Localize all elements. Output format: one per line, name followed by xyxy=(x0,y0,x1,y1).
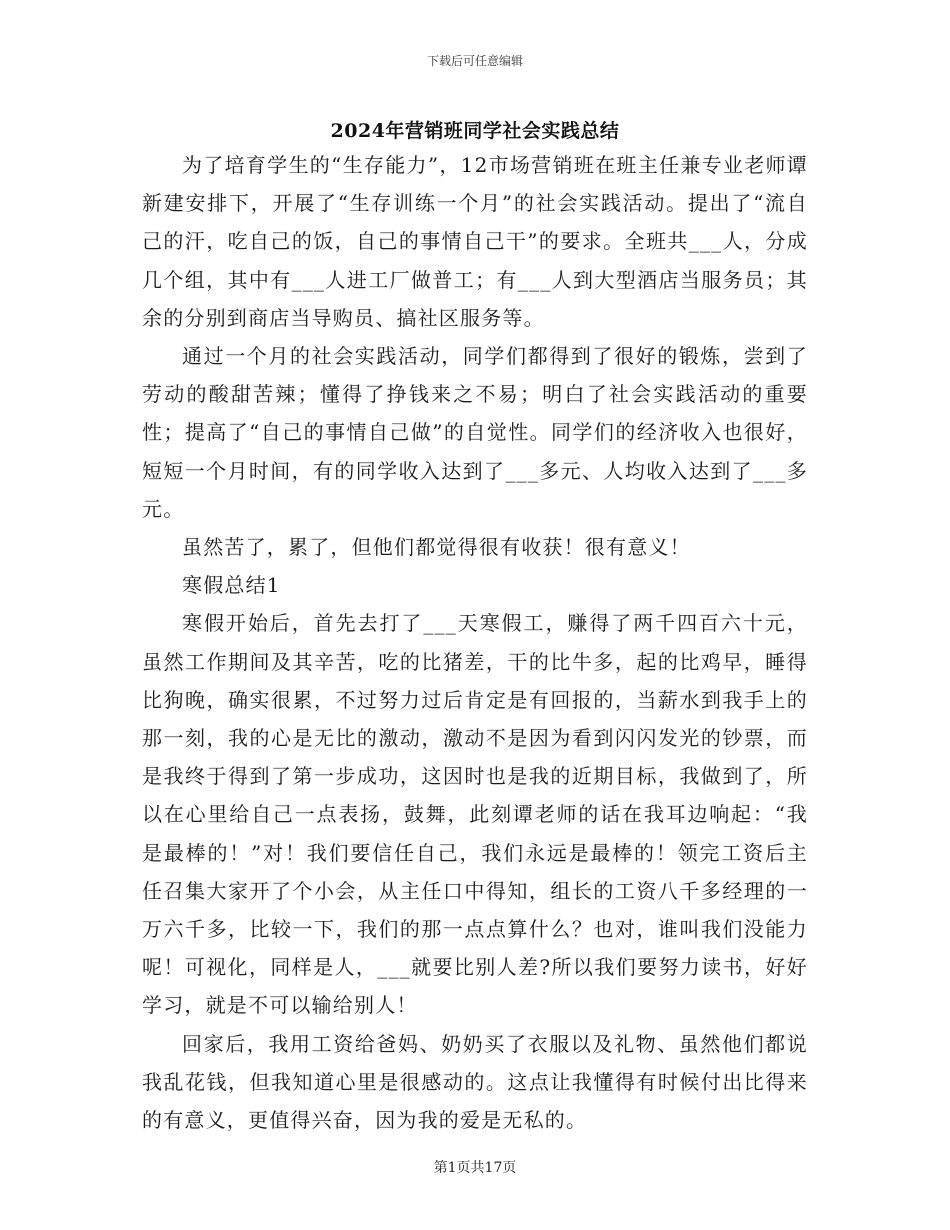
document-body xyxy=(142,146,808,1139)
paragraph-intro: 为了培育学生的“生存能力”，12市场营销班在班主任兼专业老师谭新建安排下，开展了“生存训练一个月”的社会实践活动。提出了“流自己的汗，吃自己的饭，自己的事情自己干”的要求。全班共___人，分成几个组，其中有___人进工厂做普工；有___人到大型酒店当服务员；其余的分别到商店当导购员、搞社区服务等。 xyxy=(142,153,808,330)
paragraph-winter-work: 寒假开始后，首先去打了___天寒假工，赚得了两千四百六十元，虽然工作期间及其辛苦，吃的比猪差，干的比牛多，起的比鸡早，睡得比狗晚，确实很累，不过努力过后肯定是有回报的，当薪水到我手上的那一刻，我的心是无比的激动，激动不是因为看到闪闪发光的钞票，而是我终于得到了第一步成功，这因时也是我的近期目标，我做到了，所以在心里给自己一点表扬，鼓舞，此刻谭老师的话在我耳边响起：“我是最棒的！”对！我们要信任自己，我们永远是最棒的！领完工资后主任召集大家开了个小会，从主任口中得知，组长的工资八千多经理的一万六千多，比较一下，我们的那一点点算什么？也对，谁叫我们没能力呢！可视化，同样是人，___就要比别人差?所以我们要努力读书，好好学习，就是不可以输给别人！ xyxy=(142,611,808,1018)
paragraph-conclusion: 虽然苦了，累了，但他们都觉得很有收获！很有意义！ xyxy=(182,535,691,560)
section-heading: 寒假总结1 xyxy=(182,573,281,598)
page-header: 下载后可任意编辑 xyxy=(426,54,523,68)
paragraph-going-home: 回家后，我用工资给爸妈、奶奶买了衣服以及礼物、虽然他们都说我乱花钱，但我知道心里是很感动的。这点让我懂得有时候付出比得来的有意义，更值得兴奋，因为我的爱是无私的。 xyxy=(142,1031,808,1133)
paragraph-results: 通过一个月的社会实践活动，同学们都得到了很好的锻炼，尝到了劳动的酸甜苦辣；懂得了挣钱来之不易；明白了社会实践活动的重要性；提高了“自己的事情自己做”的自觉性。同学们的经济收入也很好，短短一个月时间，有的同学收入达到了___多元、人均收入达到了___多元。 xyxy=(142,344,808,521)
document-title: 2024年营销班同学社会实践总结 xyxy=(330,120,620,142)
page-footer: 第1页共17页 xyxy=(433,1160,517,1176)
